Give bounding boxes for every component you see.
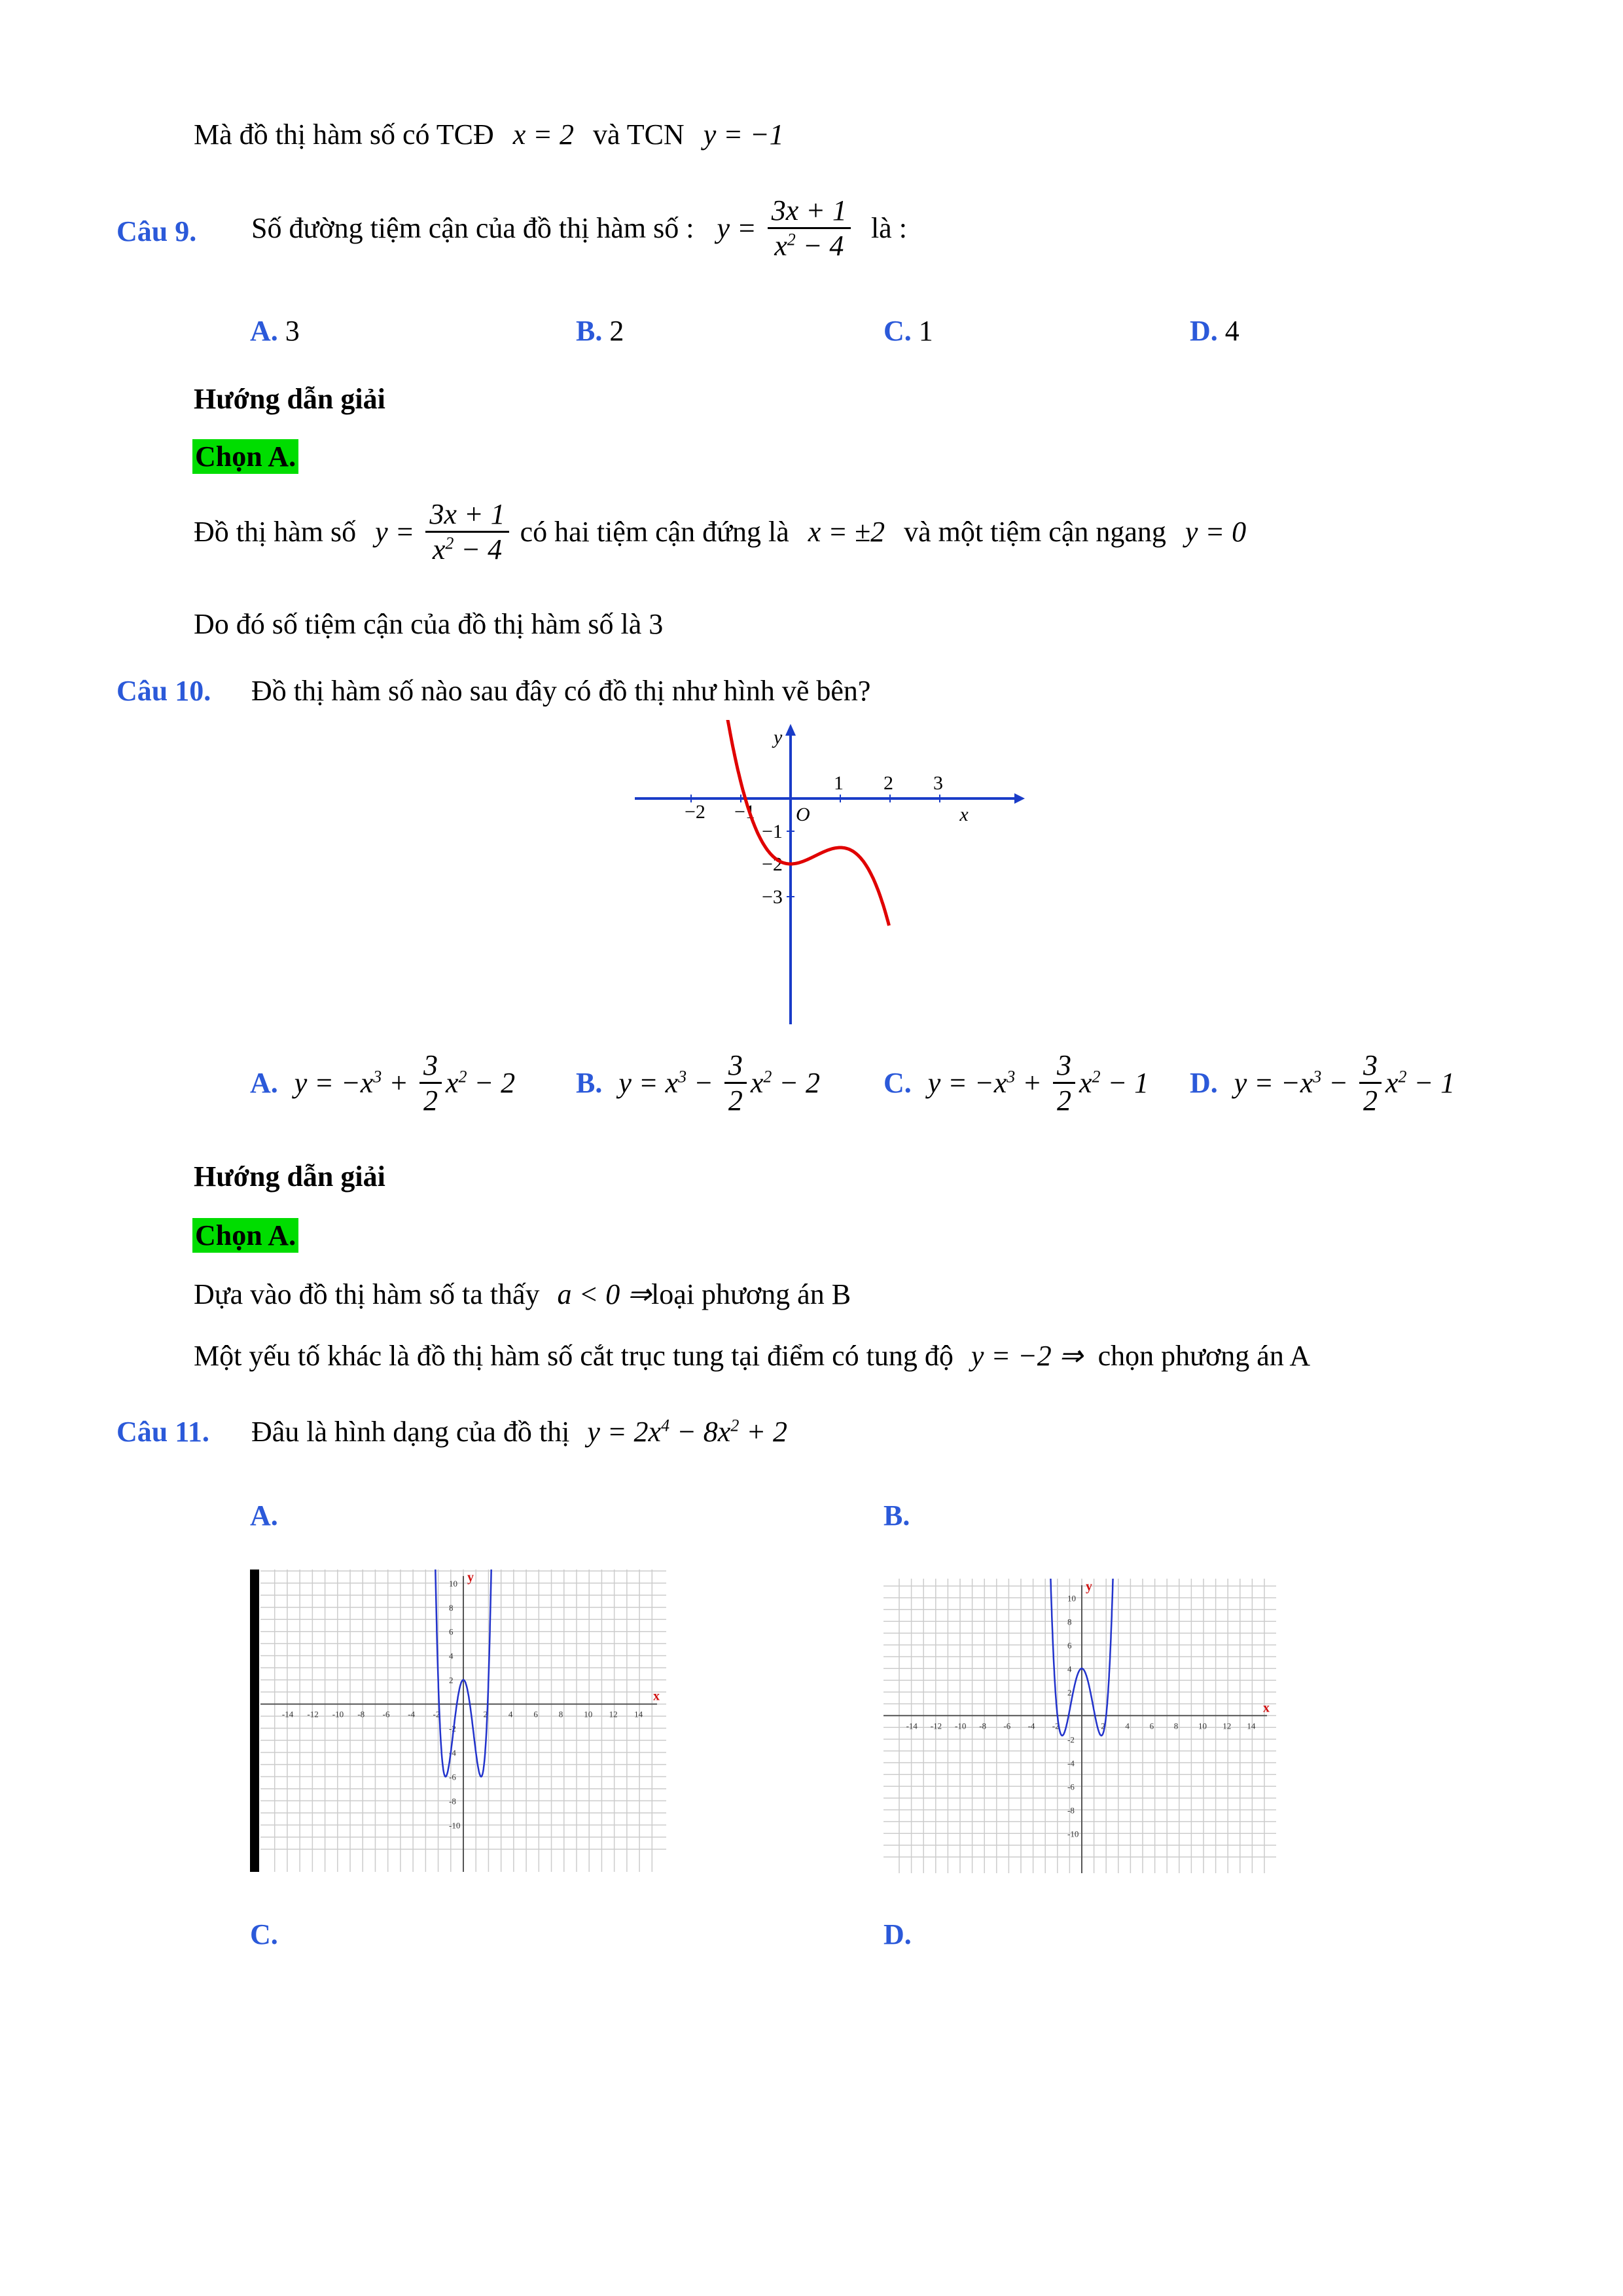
q10-solution-line2: Một yếu tố khác là đồ thị hàm số cắt trục tung tại điểm có tung độ y = −2 ⇒ chọn phương án A — [194, 1340, 1311, 1372]
q11-x-tick-label: -10 — [955, 1721, 967, 1731]
q10-x-tick-label: −1 — [734, 801, 755, 823]
q10-solution-line1: Dựa vào đồ thị hàm số ta thấy a < 0 ⇒loại phương án B — [194, 1278, 851, 1310]
q10-y-arrow — [785, 724, 796, 736]
q11-y-tick-label: 8 — [449, 1602, 454, 1613]
q10-answer: Chọn A. — [192, 1218, 298, 1253]
q11-x-tick-label: -6 — [1003, 1721, 1011, 1731]
q11-x-tick-label: -8 — [357, 1709, 365, 1719]
q11-option-d-label: D. — [883, 1918, 912, 1950]
q11-x-tick-label: 8 — [558, 1709, 563, 1719]
intro-and: và TCN — [592, 118, 685, 151]
q10-x-label: x — [959, 804, 969, 825]
q11-x-tick-label: 2 — [1101, 1721, 1105, 1731]
q10-option-b: B. $y = x^3$ − $\frac{3}{2}$ $x^2 - 2$ — [576, 1049, 821, 1117]
q11-y-tick-label: -6 — [1067, 1782, 1075, 1792]
q9-answer-badge — [192, 440, 298, 473]
q10-x-tick-label: 2 — [883, 772, 893, 794]
q11-option-c-label: C. — [250, 1918, 278, 1950]
q11-x-tick-label: 6 — [533, 1709, 538, 1719]
q11-graph-b — [883, 1579, 1276, 1873]
q10-option-c: C. $y = -x^3$ + $\frac{3}{2}$ $x^2 - 1$ — [883, 1049, 1149, 1117]
q10-origin-label: O — [796, 804, 810, 825]
q11-x-tick-label: -14 — [906, 1721, 918, 1731]
q11-x-label: x — [1263, 1700, 1270, 1715]
q11-option-b-label: B. — [883, 1499, 910, 1532]
q11-y-tick-label: -4 — [449, 1748, 456, 1758]
q10-label: Câu 10. — [116, 675, 211, 707]
q11-y-tick-label: -8 — [449, 1796, 456, 1806]
q11-x-tick-label: -12 — [307, 1709, 319, 1719]
q9-numerator: 3x + 1 — [771, 194, 847, 226]
q11-x-tick-label: -4 — [1027, 1721, 1035, 1731]
q10-y-tick-label: −3 — [762, 886, 783, 908]
q11-y-tick-label: 4 — [449, 1651, 454, 1661]
q11-x-tick-label: 14 — [634, 1709, 643, 1719]
q10-x-arrow — [1014, 793, 1025, 804]
q11-y-tick-label: 6 — [449, 1626, 454, 1637]
intro-text: Mà đồ thị hàm số có TCĐ — [194, 118, 494, 151]
q11-label: Câu 11. — [116, 1416, 209, 1448]
q10-answer-badge — [192, 1219, 298, 1252]
q11-y-tick-label: -2 — [449, 1723, 456, 1734]
intro-line — [194, 118, 784, 151]
q11-y-tick-label: 10 — [449, 1578, 457, 1588]
q9-option-d: D. 4 — [1190, 315, 1240, 347]
q11-y-tick-label: 4 — [1067, 1664, 1072, 1674]
q9-option-a: A. 3 — [250, 315, 300, 347]
q11-x-tick-label: 10 — [1198, 1721, 1207, 1731]
q11-x-tick-label: -6 — [382, 1709, 390, 1719]
q10-option-a: A. $y = -x^3$ + $\frac{3}{2}$ $x^2 - 2$ — [250, 1049, 516, 1117]
q11-x-tick-label: -2 — [1052, 1721, 1060, 1731]
intro-tcd: x = 2 — [512, 118, 574, 151]
q9-label: Câu 9. — [116, 215, 197, 247]
q10-option-d: D. $y = -x^3$ − $\frac{3}{2}$ $x^2 - 1$ — [1190, 1049, 1455, 1117]
q11-y-tick-label: 8 — [1067, 1617, 1072, 1627]
q11-y-label: y — [1086, 1579, 1092, 1594]
q11-y-tick-label: -8 — [1067, 1805, 1075, 1816]
q11-x-tick-label: -10 — [332, 1709, 344, 1719]
q9-question — [251, 194, 907, 262]
q11-x-tick-label: 6 — [1149, 1721, 1154, 1731]
q11-y-tick-label: 6 — [1067, 1640, 1072, 1651]
q9-denominator: $x^2 - 4$ — [768, 227, 851, 262]
q9-text: Số đường tiệm cận của đồ thị hàm số : — [251, 212, 694, 244]
q10-x-tick-label: 3 — [933, 772, 943, 794]
q11-y-tick-label: 2 — [1067, 1687, 1072, 1698]
q9-fraction — [768, 194, 851, 262]
q9-lhs: y = — [717, 212, 757, 244]
q11-x-tick-label: 10 — [584, 1709, 593, 1719]
q11-x-tick-label: -2 — [433, 1709, 440, 1719]
q10-text: Đồ thị hàm số nào sau đây có đồ thị như hình vẽ bên? — [251, 675, 871, 707]
q9-solution-line1: Đồ thị hàm số y = $\frac{3x + 1}{x^2 - 4}$ có hai tiệm cận đứng là x = ±2 và một tiệm cận ngang y = 0 — [194, 498, 1247, 565]
q11-y-tick-label: -6 — [449, 1772, 456, 1782]
q9-option-c: C. 1 — [883, 315, 933, 347]
q11-x-tick-label: 4 — [508, 1709, 513, 1719]
q10-y-label: y — [774, 726, 783, 748]
intro-tcn: y = −1 — [703, 118, 784, 151]
q11-y-tick-label: -10 — [449, 1820, 461, 1831]
q11-y-tick-label: -10 — [1067, 1829, 1079, 1839]
q10-x-tick-label: 1 — [834, 772, 844, 794]
q11-y-label: y — [467, 1570, 474, 1585]
q11-y-tick-label: -4 — [1067, 1758, 1075, 1768]
q11-graph-a-border — [250, 1570, 259, 1872]
q9-solution-line2: Do đó số tiệm cận của đồ thị hàm số là 3 — [194, 608, 664, 640]
q11-y-tick-label: 2 — [449, 1675, 454, 1685]
q9-tail: là : — [870, 212, 907, 244]
q11-x-tick-label: -4 — [408, 1709, 415, 1719]
q11-question: Đâu là hình dạng của đồ thị $y = 2x^4 - 8x^2 + 2$ — [251, 1416, 788, 1448]
q10-solution-title: Hướng dẫn giải — [194, 1160, 385, 1193]
q11-x-tick-label: -14 — [281, 1709, 294, 1719]
q11-x-tick-label: 14 — [1247, 1721, 1256, 1731]
q11-x-tick-label: -8 — [979, 1721, 987, 1731]
q11-graph-a — [260, 1570, 666, 1872]
q11-x-label: x — [653, 1689, 660, 1704]
q10-y-tick-label: −2 — [762, 853, 783, 875]
q10-x-tick-label: −2 — [685, 801, 705, 823]
q11-x-tick-label: 12 — [609, 1709, 618, 1719]
q11-x-tick-label: 4 — [1125, 1721, 1130, 1731]
q9-solution-title: Hướng dẫn giải — [194, 383, 385, 415]
q10-y-tick-label: −1 — [762, 821, 783, 842]
q11-option-a-label: A. — [250, 1499, 278, 1532]
q11-x-tick-label: -12 — [930, 1721, 942, 1731]
q11-x-tick-label: 12 — [1222, 1721, 1232, 1731]
q10-graph — [622, 720, 1027, 1028]
q11-y-tick-label: -2 — [1067, 1734, 1075, 1745]
q11-x-tick-label: 2 — [483, 1709, 488, 1719]
q9-answer: Chọn A. — [192, 439, 298, 474]
q11-x-tick-label: 8 — [1173, 1721, 1179, 1731]
q9-option-b: B. 2 — [576, 315, 624, 347]
q11-y-tick-label: 10 — [1067, 1593, 1076, 1604]
